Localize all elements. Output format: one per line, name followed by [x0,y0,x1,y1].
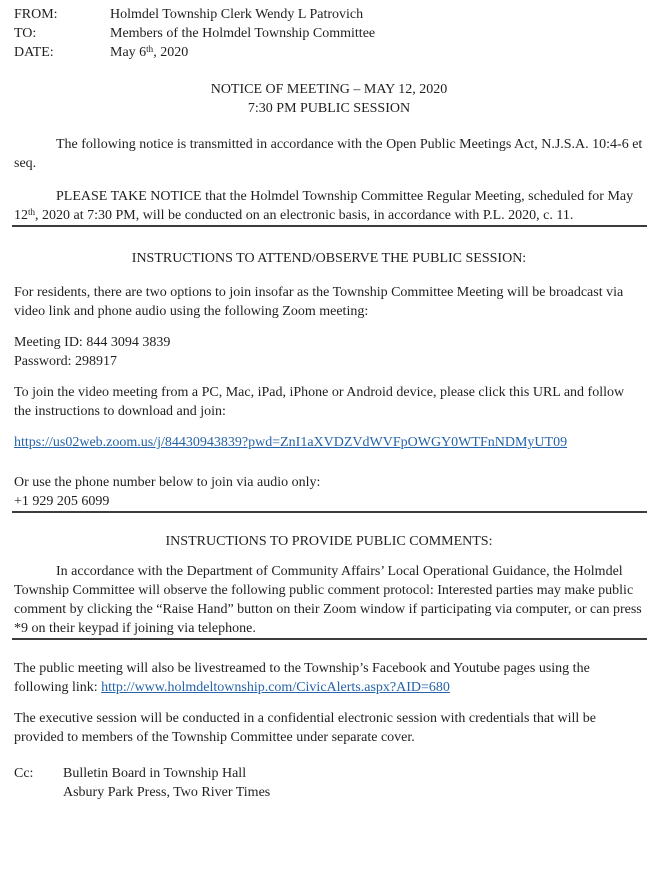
opma-paragraph: The following notice is transmitted in accordance with the Open Public Meetings Act, N.J.S.A. 10:4-6 et seq. [14,137,643,171]
attend-intro-paragraph: For residents, there are two options to join insofar as the Township Committee Meeting will be broadcast via video link and phone audio using the following Zoom meeting: [14,285,624,319]
zoom-meeting-link[interactable]: https://us02web.zoom.us/j/84430943839?pwd=ZnI1aXVDZVdWVFpOWGY0WTFnNDMyUT09 [14,435,568,450]
section-divider-3 [12,638,647,640]
phone-number: +1 929 205 6099 [14,494,110,509]
public-comment-protocol-paragraph: In accordance with the Department of Community Affairs’ Local Operational Guidance, the Holmdel Township Committee will observe the following public comment protocol: Interested parties may make public comment by clicking the “Raise Hand” button on their Zoom window if participating via computer, or can press *9 on their keypad if joining via telephone. [14,564,642,636]
cc-block [14,764,644,802]
date-year: , 2020 [153,45,189,60]
date-day: May 6 [110,45,147,60]
cc-label: Cc: [14,766,34,781]
attend-section-heading: INSTRUCTIONS TO ATTEND/OBSERVE THE PUBLIC SESSION: [131,251,527,266]
audio-only-block [14,473,644,511]
please-take-notice-paragraph [14,187,644,225]
memo-row-date [14,43,644,62]
password-line: Password: 298917 [14,354,118,369]
date-value [110,43,644,62]
executive-session-paragraph: The executive session will be conducted in a confidential electronic session with credentials that will be provided to members of the Township Committee under separate cover. [14,711,596,745]
from-label: FROM: [14,7,58,22]
notice-title-line2: 7:30 PM PUBLIC SESSION [247,101,411,116]
notice-text-post: , 2020 at 7:30 PM, will be conducted on an electronic basis, in accordance with P.L. 2020, c. 11. [35,208,574,223]
comments-section-heading: INSTRUCTIONS TO PROVIDE PUBLIC COMMENTS: [165,534,493,549]
join-video-paragraph: To join the video meeting from a PC, Mac, iPad, iPhone or Android device, please click this URL and follow the instructions to download and join: [14,385,625,419]
notice-text-pre: PLEASE TAKE NOTICE that the Holmdel Township Committee Regular Meeting, scheduled for May 12 [14,189,634,223]
zoom-link-paragraph [14,433,644,452]
memo-row-from [14,5,644,24]
zoom-credentials-block [14,333,644,371]
audio-only-line: Or use the phone number below to join via audio only: [14,475,321,490]
date-ordinal-suffix: th [146,44,154,54]
section-divider-1 [12,225,647,227]
to-label: TO: [14,26,37,41]
from-value: Holmdel Township Clerk Wendy L Patrovich [110,7,364,22]
livestream-paragraph [14,659,644,697]
memo-row-to [14,24,644,43]
meeting-date-ordinal-suffix: th [28,207,36,217]
date-label: DATE: [14,45,54,60]
notice-title-line1: NOTICE OF MEETING – MAY 12, 2020 [210,82,448,97]
to-value: Members of the Holmdel Township Committee [110,26,376,41]
livestream-text: The public meeting will also be livestreamed to the Township’s Facebook and Youtube pages using the following link: [14,661,590,695]
meeting-id-line: Meeting ID: 844 3094 3839 [14,335,171,350]
cc-recipient-2: Asbury Park Press, Two River Times [63,785,271,800]
memo-header [14,5,644,62]
cc-recipient-1: Bulletin Board in Township Hall [63,766,247,781]
section-divider-2 [12,511,647,513]
civic-alerts-link[interactable]: http://www.holmdeltownship.com/CivicAlerts.aspx?AID=680 [101,680,450,695]
cc-recipients [63,764,644,802]
notice-title [14,80,644,118]
